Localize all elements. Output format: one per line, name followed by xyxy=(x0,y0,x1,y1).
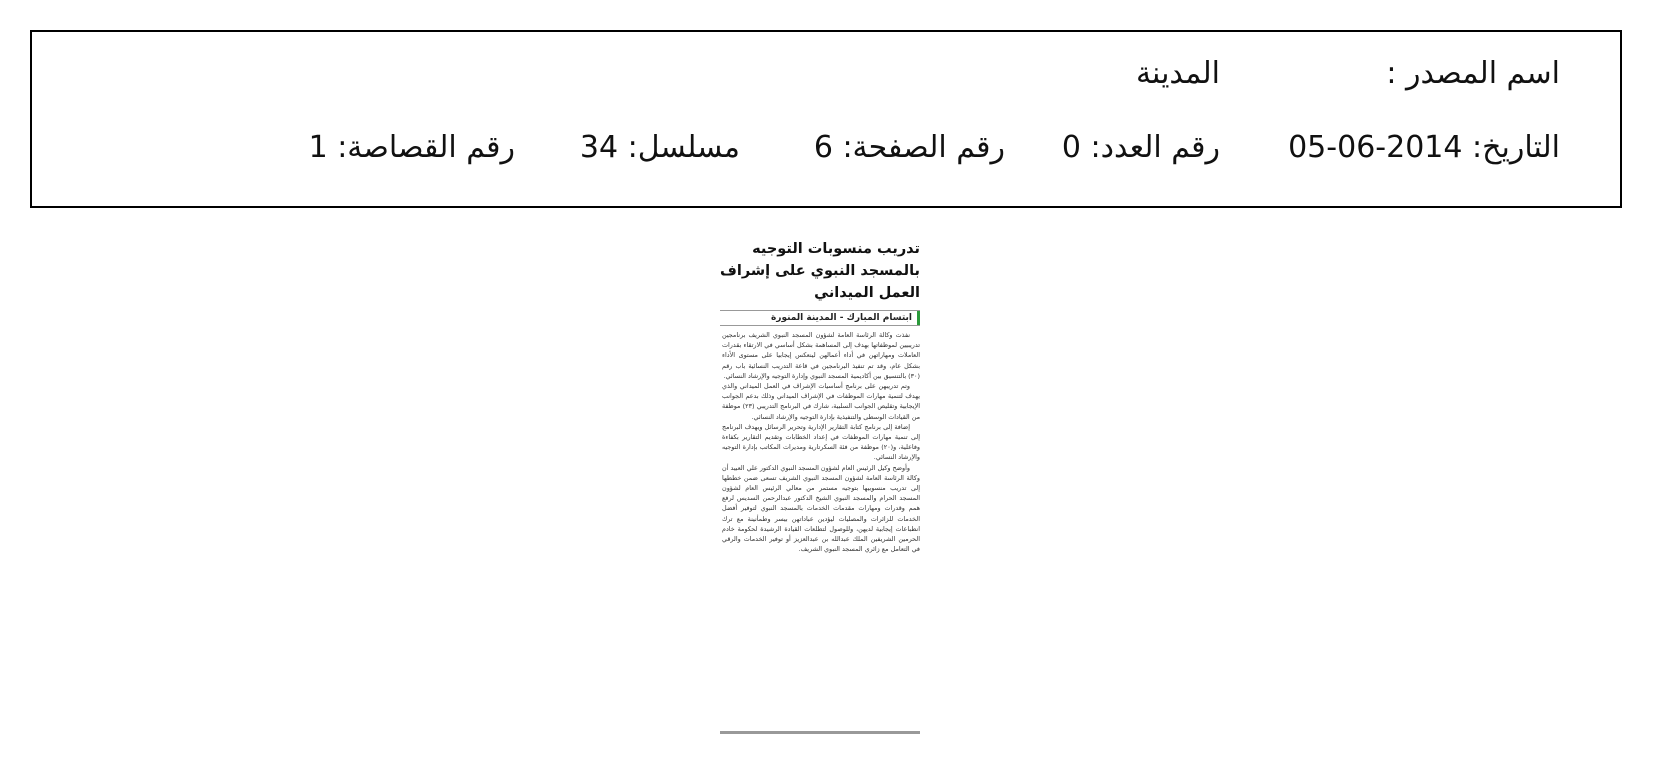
issue-number-field: رقم العدد: 0 xyxy=(1061,130,1220,165)
article-paragraph: وتم تدريبهن على برنامج أساسيات الإشراف في العمل الميداني والذي يهدف لتنمية مهارات الموظفات في الإشراف الميداني وذلك بدعم الجوانب الإيجابية وتقليص الجوانب السلبية، شارك في البرنامج التدريبي (٢٣) موظفة من القيادات الوسطى والتنفيذية بإدارة التوجيه والإرشاد النسائي. xyxy=(722,382,920,421)
date-field: التاريخ: 2014-06-05 xyxy=(1288,130,1560,165)
bottom-rule xyxy=(720,731,920,734)
page-number-field: رقم الصفحة: 6 xyxy=(813,130,1005,165)
newspaper-clipping xyxy=(720,238,920,738)
article-paragraph: إضافة إلى برنامج كتابة التقارير الإدارية وتحرير الرسائل ويهدف البرنامج إلى تنمية مهارات الموظفات في إعداد الخطابات وتقديم التقارير بكفاءة وفاعلية، و(٢٠) موظفة من فئة السكرتارية ومديرات المكاتب بإدارة التوجيه والإرشاد النسائي. xyxy=(722,422,921,462)
article-paragraph: نفذت وكالة الرئاسة العامة لشؤون المسجد النبوي الشريف برنامجين تدريبيين لموظفاتها بهدف إلى المساهمة بشكل أساسي في الارتقاء بقدرات العاملات ومهاراتهن في أداء أعمالهن لينعكس إيجابيا على مستوى الأداء بشكل عام، وقد تم تنفيذ البرنامجين في قاعة التدريب النسائية باب رقم (٣٠) بالتنسيق بين أكاديمية المسجد النبوي وإدارة التوجيه والإرشاد النسائي. xyxy=(722,331,920,380)
article-byline-bar xyxy=(720,310,920,326)
source-value: المدينة xyxy=(1135,56,1220,91)
metadata-header-box xyxy=(30,30,1622,208)
article-body xyxy=(722,330,920,554)
clipping-number-field: رقم القصاصة: 1 xyxy=(308,130,515,165)
article-headline: تدريب منسوبات التوجيه بالمسجد النبوي على إشراف العمل الميداني xyxy=(720,241,920,301)
article-byline: ابتسام المبارك - المدينة المنورة xyxy=(770,313,912,323)
serial-field: مسلسل: 34 xyxy=(579,130,740,165)
article-paragraph: وأوضح وكيل الرئيس العام لشؤون المسجد النبوي الدكتور علي العبيد أن وكالة الرئاسة العامة لشؤون المسجد النبوي الشريف تسعى ضمن خططها إلى تدريب منسوبيها بتوجيه مستمر من معالي الرئيس العام لشؤون المسجد الحرام والمسجد النبوي الشيخ الدكتور عبدالرحمن السديس لرفع همم وقدرات ومهارات مقدمات الخدمات بالمسجد النبوي لتوفير أفضل الخدمات للزائرات والمصليات ليؤدين عباداتهن بيسر وطمأنينة مع ترك انطباعات إيجابية لديهن، وللوصول لتطلعات القيادة الرشيدة لحكومة خادم الحرمين الشريفين الملك عبدالله بن عبدالعزيز أو توفير الخدمات والرقي في التعامل مع زائري المسجد النبوي الشريف. xyxy=(722,463,920,554)
byline-accent-mark xyxy=(917,311,920,325)
source-label: اسم المصدر : xyxy=(1386,56,1560,91)
